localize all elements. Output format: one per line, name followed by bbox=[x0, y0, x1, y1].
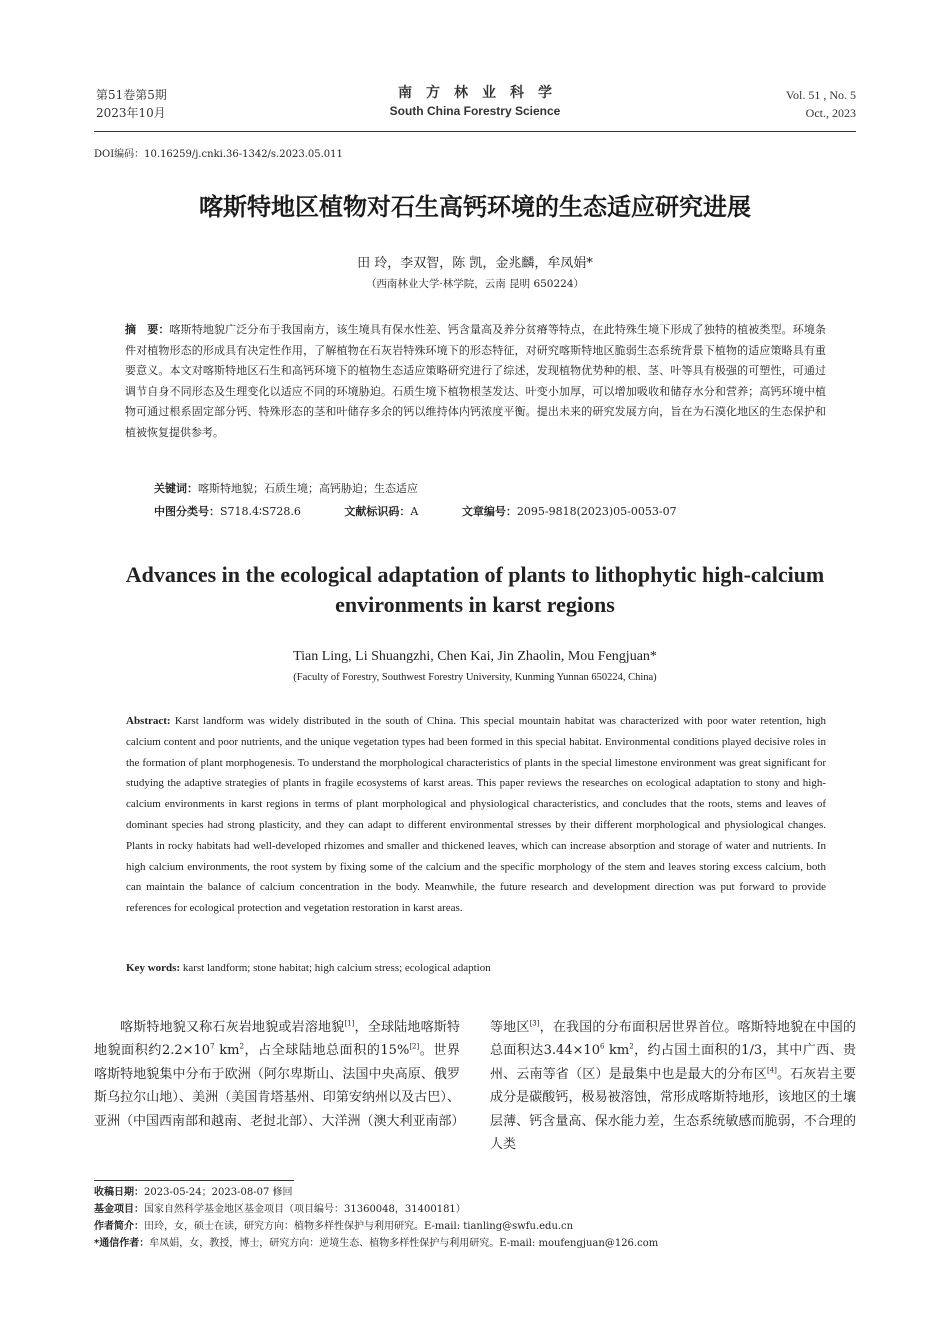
body-text: km bbox=[604, 1043, 630, 1059]
keywords-en-text: karst landform; stone habitat; high calcium stress; ecological adaption bbox=[182, 962, 491, 974]
header-right bbox=[786, 86, 856, 122]
affiliation-en: (Faculty of Forestry, Southwest Forestry University, Kunming Yunnan 650224, China) bbox=[293, 672, 657, 683]
citation-ref: [3] bbox=[529, 1019, 540, 1028]
exponent: 7 bbox=[210, 1043, 215, 1052]
paper-title-cn: 喀斯特地区植物对石生高钙环境的生态适应研究进展 bbox=[199, 193, 751, 221]
footnotes bbox=[94, 1184, 856, 1252]
article-number-value: 2095-9818(2023)05-0053-07 bbox=[516, 505, 677, 518]
footnote-rule bbox=[94, 1180, 294, 1181]
doi-line: DOI编码：10.16259/j.cnki.36-1342/s.2023.05.011 bbox=[94, 149, 343, 160]
body-text: ，在我国的分布面积居世界首位。喀斯特地貌在中国的总面积达3.44×10 bbox=[490, 1020, 856, 1059]
document-code bbox=[344, 503, 418, 519]
clc-label: 中图分类号： bbox=[154, 505, 220, 518]
abstract-cn-text: 喀斯特地貌广泛分布于我国南方，该生境具有保水性差、钙含量高及养分贫瘠等特点，在此特殊生境下形成了独特的植被类型。环境条件对植物形态的形成具有决定性作用，了解植物在石灰岩特殊环境下的形态特征，对研究喀斯特地区脆弱生态系统背景下植物的适应策略具有重要意义。本文对喀斯特地区石生和高钙环境下的植物生态适应策略研究进行了综述，发现植物优势种的根、茎、叶等具有极强的可塑性，可通过调节自身不同形态及生理变化以适应不同的环境胁迫。石质生境下植物根茎发达、叶变小加厚，可以增加吸收和储存水分和营养；高钙环境中植物可通过根系固定部分钙、特殊形态的茎和叶储存多余的钙以维持体内钙浓度平衡。提出未来的研究发展方向，旨在为石漠化地区的生态保护和植被恢复提供参考。 bbox=[125, 323, 827, 439]
doc-code-label: 文献标识码： bbox=[344, 505, 411, 518]
citation-ref: [1] bbox=[344, 1019, 355, 1028]
authors-cn: 田 玲，李双智，陈 凯，金兆麟，牟凤娟* bbox=[357, 256, 593, 271]
footnote-label: 收稿日期： bbox=[94, 1187, 144, 1198]
footnote-funding bbox=[94, 1201, 856, 1218]
footnote-label: 作者简介： bbox=[94, 1221, 144, 1232]
body-text: 等地区 bbox=[490, 1020, 530, 1035]
footnote-author-bio bbox=[94, 1218, 856, 1235]
footnote-corresponding bbox=[94, 1235, 856, 1252]
paper-title-en: Advances in the ecological adaptation of plants to lithophytic high-calcium environments in karst regions bbox=[125, 562, 825, 617]
body-text: ，全球陆地喀斯特地貌面积约2.2×10 bbox=[94, 1020, 460, 1059]
abstract-en-label: Abstract: bbox=[126, 715, 171, 727]
body-text: 。世界喀斯特地貌集中分布于欧洲（阿尔卑斯山、法国中央高原、俄罗斯乌拉尔山地）、美洲（美国肯塔基州、印第安纳州以及古巴）、亚洲（中国西南部和越南、老挝北部）、大洋洲（澳大利亚南部） bbox=[94, 1043, 465, 1129]
exponent: 6 bbox=[599, 1043, 605, 1052]
clc-value: S718.4∶S728.6 bbox=[220, 505, 301, 518]
keywords-en bbox=[126, 962, 491, 974]
date-cn: 2023年10月 bbox=[96, 106, 166, 120]
abstract-cn bbox=[125, 320, 826, 443]
article-number-label: 文章编号： bbox=[461, 505, 517, 518]
affiliation-cn: （西南林业大学·林学院，云南 昆明 650224） bbox=[365, 278, 585, 290]
footnote-text: 国家自然科学基金地区基金项目（项目编号：31360048，31400181） bbox=[144, 1204, 466, 1215]
body-text: ，约占国土面积的1/3，其中广西、贵州、云南等省（区）是最集中也是最大的分布区 bbox=[490, 1043, 856, 1082]
footnote-text: 田玲，女，硕士在读，研究方向：植物多样性保护与利用研究。E-mail: tianling@swfu.edu.cn bbox=[144, 1221, 574, 1232]
body-text: ，占全球陆地总面积的15% bbox=[243, 1043, 410, 1059]
footnote-text: 2023-05-24；2023-08-07 修回 bbox=[144, 1187, 293, 1198]
journal-title-cn: 南方林业科学 bbox=[398, 85, 566, 101]
date-en: Oct., 2023 bbox=[805, 106, 856, 120]
header-left bbox=[96, 86, 167, 122]
abstract-en-text: Karst landform was widely distributed in the south of China. This special mountain habitat was characterized with poor water retention, high calcium content and poor nutrients, and the unique vegetation types had been formed in this special habitat. Environmental conditions played decisive roles in the formation of plant morphogenesis. To understand the morphological characteristics of plants in the special limestone environment was great significant for studying the adaptive strategies of plants in fragile ecosystems of karst areas. This paper reviews the researches on ecological adaptation to stony and high-calcium environments in karst regions in terms of plant morphological and physiological characteristics, and concludes that the roots, stems and leaves of dominant species had strong plasticity, and they can adapt to different environmental stresses by their different morphological and physiological changes. Plants in rocky habitats had well-developed rhizomes and smaller and thickened leaves, which can increase absorption and storage of water and nutrients. In high calcium environments, the root system by fixing some of the calcium and the specific morphology of the stem and leaves storing excess calcium, both can maintain the balance of calcium concentration in the body. Meanwhile, the future research and development direction was put forward to provide references for ecological protection and vegetation restoration in karst areas. bbox=[126, 715, 826, 915]
footnote-received bbox=[94, 1184, 856, 1201]
journal-title-en: South China Forestry Science bbox=[389, 104, 561, 118]
header-center bbox=[300, 84, 650, 120]
body-column-left bbox=[94, 1016, 465, 1133]
citation-ref: [2] bbox=[409, 1043, 420, 1052]
header-rule bbox=[94, 131, 856, 132]
clc-number bbox=[154, 503, 301, 519]
body-text: 喀斯特地貌又称石灰岩地貌或岩溶地貌 bbox=[120, 1020, 345, 1035]
footnote-text: 牟凤娟，女，教授，博士，研究方向：逆境生态、植物多样性保护与利用研究。E-mail: moufengjuan@126.com bbox=[149, 1238, 659, 1249]
exponent: 2 bbox=[239, 1043, 244, 1052]
abstract-cn-label: 摘 要： bbox=[125, 323, 170, 336]
doc-code-value: A bbox=[410, 505, 419, 518]
keywords-en-label: Key words: bbox=[126, 962, 181, 974]
body-column-right bbox=[490, 1016, 856, 1156]
volume-cn: 第51卷第5期 bbox=[96, 88, 167, 102]
body-text: km bbox=[214, 1043, 240, 1059]
keywords-cn bbox=[154, 480, 418, 496]
citation-ref: [4] bbox=[766, 1066, 777, 1075]
abstract-en bbox=[126, 711, 826, 919]
keywords-cn-text: 喀斯特地貌；石质生境；高钙胁迫；生态适应 bbox=[198, 482, 418, 495]
body-text: 。石灰岩主要成分是碳酸钙，极易被溶蚀，常形成喀斯特地形，该地区的土壤层薄、钙含量高、保水能力差，生态系统敏感而脆弱，不合理的人类 bbox=[490, 1066, 856, 1153]
article-number bbox=[462, 503, 677, 519]
exponent: 2 bbox=[629, 1043, 634, 1052]
footnote-label: 基金项目： bbox=[94, 1204, 144, 1215]
footnote-label: *通信作者： bbox=[94, 1238, 150, 1249]
keywords-cn-label: 关键词： bbox=[154, 482, 198, 495]
volume-en: Vol. 51 , No. 5 bbox=[785, 88, 856, 102]
classification-cn bbox=[154, 503, 717, 519]
authors-en: Tian Ling, Li Shuangzhi, Chen Kai, Jin Zhaolin, Mou Fengjuan* bbox=[293, 649, 657, 664]
